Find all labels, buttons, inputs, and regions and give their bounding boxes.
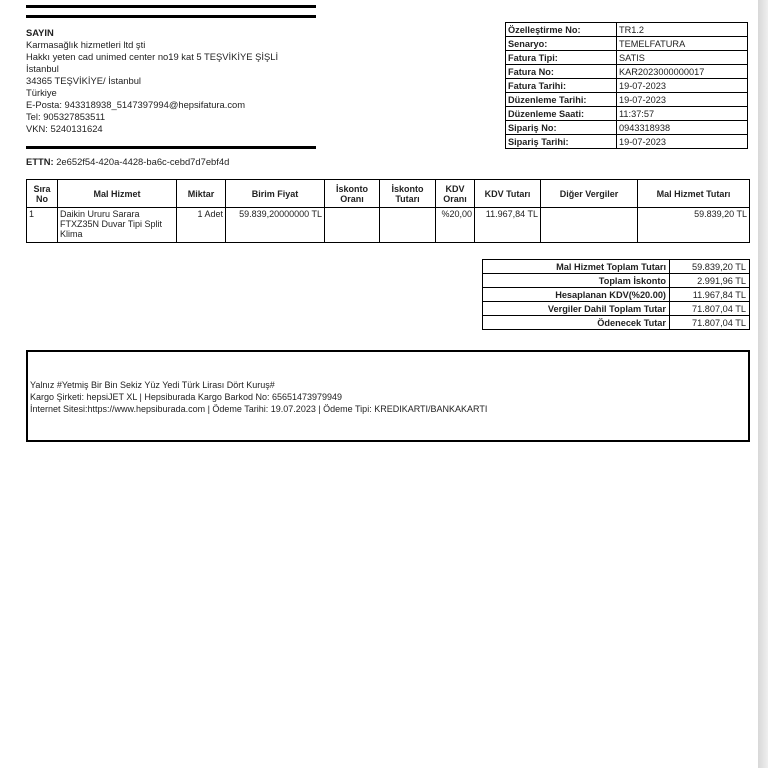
- meta-key: Düzenleme Saati:: [506, 107, 617, 121]
- buyer-city: İstanbul: [26, 63, 59, 74]
- totals-key: Hesaplanan KDV(%20.00): [483, 288, 670, 302]
- col-header: Birim Fiyat: [226, 180, 325, 208]
- buyer-address: Hakkı yeten cad unimed center no19 kat 5 TEŞVİKİYE ŞİŞLİ: [26, 51, 279, 62]
- meta-row: [506, 79, 748, 93]
- meta-key: Sipariş No:: [506, 121, 617, 135]
- totals-row: [483, 302, 750, 316]
- meta-value: SATIS: [617, 51, 748, 65]
- cell-total: 59.839,20 TL: [638, 208, 750, 243]
- cell-no: 1: [27, 208, 58, 243]
- meta-row: [506, 121, 748, 135]
- top-divider: [26, 5, 316, 8]
- notes-amount-words: Yalnız #Yetmiş Bir Bin Sekiz Yüz Yedi Türk Lirası Dört Kuruş#: [30, 380, 275, 390]
- col-header: Miktar: [177, 180, 226, 208]
- totals-value: 71.807,04 TL: [670, 302, 750, 316]
- meta-value: 19-07-2023: [617, 135, 748, 149]
- meta-key: Sipariş Tarihi:: [506, 135, 617, 149]
- buyer-postal: 34365 TEŞVİKİYE/ İstanbul: [26, 75, 142, 86]
- cell-price: 59.839,20000000 TL: [226, 208, 325, 243]
- buyer-bottom-divider: [26, 146, 316, 149]
- meta-key: Düzenleme Tarihi:: [506, 93, 617, 107]
- buyer-country: Türkiye: [26, 87, 57, 98]
- col-header: Mal Hizmet Tutarı: [638, 180, 750, 208]
- notes-cargo: Kargo Şirketi: hepsiJET XL | Hepsiburada Kargo Barkod No: 65651473979949: [30, 392, 343, 402]
- col-header: Mal Hizmet: [58, 180, 177, 208]
- notes-website: İnternet Sitesi:https://www.hepsiburada.com | Ödeme Tarihi: 19.07.2023 | Ödeme Tipi: KREDIKARTI/BANKAKARTI: [30, 404, 488, 414]
- top-divider-2: [26, 15, 316, 18]
- meta-value: TR1.2: [617, 23, 748, 37]
- buyer-name: Karmasağlık hizmetleri ltd şti: [26, 39, 146, 50]
- meta-row: [506, 23, 748, 37]
- cell-vat-rate: %20,00: [436, 208, 475, 243]
- totals-key: Vergiler Dahil Toplam Tutar: [483, 302, 670, 316]
- totals-row: [483, 274, 750, 288]
- meta-row: [506, 37, 748, 51]
- ettn-label: ETTN:: [26, 156, 54, 167]
- meta-value: KAR2023000000017: [617, 65, 748, 79]
- buyer-email: E-Posta: 943318938_5147397994@hepsifatura.com: [26, 99, 246, 110]
- meta-value: 19-07-2023: [617, 79, 748, 93]
- meta-row: [506, 135, 748, 149]
- meta-value: 19-07-2023: [617, 93, 748, 107]
- col-header: KDV Oranı: [436, 180, 475, 208]
- meta-row: [506, 107, 748, 121]
- buyer-phone: Tel: 905327853511: [26, 111, 106, 122]
- buyer-heading: SAYIN: [26, 27, 54, 38]
- totals-row: [483, 260, 750, 274]
- meta-key: Fatura No:: [506, 65, 617, 79]
- meta-row: [506, 93, 748, 107]
- totals-value: 11.967,84 TL: [670, 288, 750, 302]
- ettn-value: 2e652f54-420a-4428-ba6c-cebd7d7ebf4d: [56, 156, 230, 167]
- totals-row: [483, 288, 750, 302]
- totals-key: Mal Hizmet Toplam Tutarı: [483, 260, 670, 274]
- totals-value: 59.839,20 TL: [670, 260, 750, 274]
- buyer-vkn: VKN: 5240131624: [26, 123, 103, 134]
- meta-value: 0943318938: [617, 121, 748, 135]
- meta-row: [506, 51, 748, 65]
- ettn-line: [26, 156, 229, 167]
- meta-row: [506, 65, 748, 79]
- meta-key: Fatura Tarihi:: [506, 79, 617, 93]
- totals-table: [482, 259, 750, 330]
- col-header: Diğer Vergiler: [541, 180, 638, 208]
- invoice-meta-table: [505, 22, 748, 149]
- col-header: İskonto Tutarı: [380, 180, 436, 208]
- cell-disc-amt: [380, 208, 436, 243]
- cell-vat-amt: 11.967,84 TL: [475, 208, 541, 243]
- col-header: Sıra No: [27, 180, 58, 208]
- meta-key: Fatura Tipi:: [506, 51, 617, 65]
- totals-value: 2.991,96 TL: [670, 274, 750, 288]
- totals-key: Ödenecek Tutar: [483, 316, 670, 330]
- table-row: [27, 208, 750, 243]
- cell-disc-rate: [325, 208, 380, 243]
- col-header: KDV Tutarı: [475, 180, 541, 208]
- notes-box: [26, 350, 750, 442]
- meta-value: 11:37:57: [617, 107, 748, 121]
- items-header-row: [27, 180, 750, 208]
- cell-qty: 1 Adet: [177, 208, 226, 243]
- totals-key: Toplam İskonto: [483, 274, 670, 288]
- totals-value: 71.807,04 TL: [670, 316, 750, 330]
- meta-value: TEMELFATURA: [617, 37, 748, 51]
- cell-desc: Daikin Ururu Sarara FTXZ35N Duvar Tipi Split Klima: [58, 208, 177, 243]
- meta-key: Özelleştirme No:: [506, 23, 617, 37]
- cell-other: [541, 208, 638, 243]
- buyer-block: [26, 27, 278, 135]
- items-table: [26, 179, 750, 243]
- col-header: İskonto Oranı: [325, 180, 380, 208]
- page-edge-shadow: [758, 0, 768, 768]
- totals-row: [483, 316, 750, 330]
- meta-key: Senaryo:: [506, 37, 617, 51]
